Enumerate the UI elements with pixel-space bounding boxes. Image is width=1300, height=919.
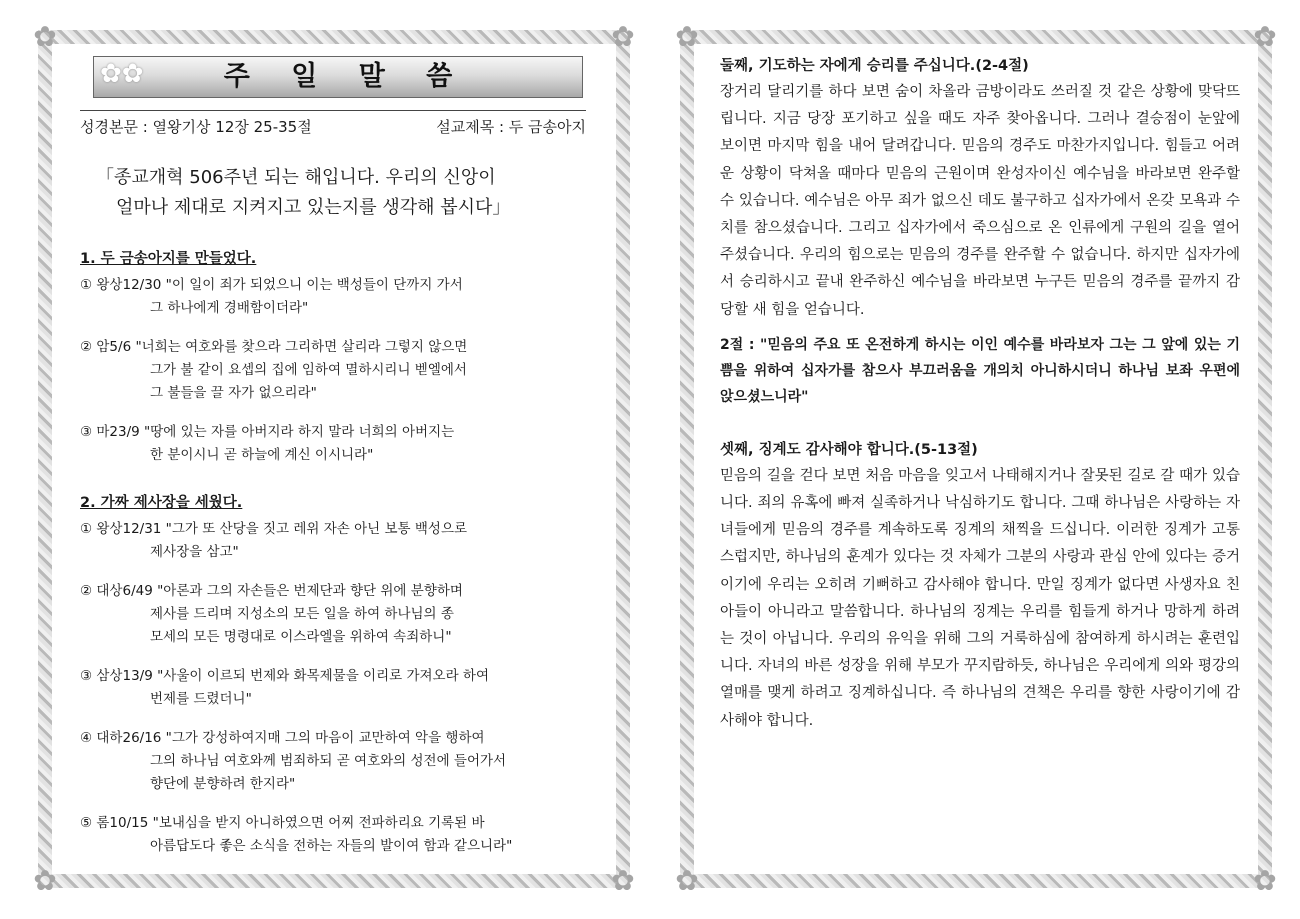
flower-ornament-icon: ✿ — [1253, 20, 1277, 53]
flower-ornament-icon: ✿ — [611, 864, 635, 897]
section2-verses — [66, 518, 602, 858]
verse-line: ② 암5/6 "너희는 여호와를 찾으라 그리하면 살리라 그렇지 않으면 — [80, 339, 468, 355]
verse-line: 향단에 분향하려 한지라" — [150, 776, 296, 792]
verse-line: ① 왕상12/30 "이 일이 죄가 되었으니 이는 백성들이 단까지 가서 — [80, 277, 463, 293]
verse-item — [80, 665, 602, 711]
verse-line: 제사를 드리며 지성소의 모든 일을 하여 하나님의 종 — [150, 606, 454, 622]
verse-line: ③ 삼상13/9 "사울이 이르되 번제와 화목제물을 이리로 가져오라 하여 — [80, 668, 489, 684]
flower-ornament-icon: ✿ — [611, 20, 635, 53]
verse-line: ② 대상6/49 "아론과 그의 자손들은 번제단과 향단 위에 분향하며 — [80, 583, 463, 599]
flower-ornament-icon: ✿ — [1253, 864, 1277, 897]
page-title: 주 일 말 씀 — [223, 61, 469, 92]
left-page — [33, 20, 635, 897]
section1-verses — [66, 274, 602, 467]
verse-item — [80, 518, 602, 564]
sermon-meta — [80, 110, 586, 137]
verse-line: 제사장을 삼고" — [150, 544, 239, 560]
title-banner — [93, 56, 583, 98]
point-heading: 셋째, 징계도 감사해야 합니다.(5-13절) — [720, 441, 978, 458]
verse-item — [80, 727, 602, 796]
verse-item — [80, 274, 602, 320]
verse-line: 그 불들을 끌 자가 없으리라" — [150, 385, 317, 401]
scripture-reference: 성경본문 : 열왕기상 12장 25-35절 — [80, 118, 312, 136]
verse-item — [80, 421, 602, 467]
verse-line: 아름답도다 좋은 소식을 전하는 자들의 발이여 함과 같으니라" — [150, 838, 513, 854]
verse-line: 그의 하나님 여호와께 범죄하되 곧 여호와의 성전에 들어가서 — [150, 753, 507, 769]
verse-line: ① 왕상12/31 "그가 또 산당을 짓고 레위 자손 아닌 보통 백성으로 — [80, 521, 468, 537]
flower-ornament-icon: ✿ — [33, 864, 57, 897]
body-paragraph: 장거리 달리기를 하다 보면 숨이 차올라 금방이라도 쓰러질 것 같은 상황에 맞닥뜨립니다. 지금 당장 포기하고 싶을 때도 자주 찾아옵니다. 그러나 결승점이 눈앞에 보이면 마지막 힘을 내어 달려갑니다. 믿음의 경주도 마찬가지입니다. 힘들고 어려운 상황이 닥쳐올 때마다 믿음의 근원이며 완성자이신 예수님을 바라보면 완주할 수 있습니다. 예수님은 아무 죄가 없으신 데도 불구하고 십자가에서 온갖 모욕과 수치를 참으셨습니다. 그리고 십자가에서 죽으심으로 온 인류에게 구원의 길을 열어 주셨습니다. 우리의 힘으로는 믿음의 경주를 완주할 수 없습니다. 하지만 십자가에서 승리하시고 끝내 완주하신 예수님을 바라보면 누구든 믿음의 경주를 끝까지 감당할 새 힘을 얻습니다. — [720, 84, 1240, 318]
verse-line: 번제를 드렸더니" — [150, 691, 252, 707]
point-heading: 둘째, 기도하는 자에게 승리를 주십니다.(2-4절) — [720, 58, 1029, 74]
daisy-icon: ✿✿ — [100, 59, 144, 89]
verse-item — [80, 812, 602, 858]
sermon-title: 설교제목 : 두 금송아지 — [436, 118, 586, 136]
verse-line: 그 하나에게 경배함이더라" — [150, 300, 309, 316]
theme-line: 「종교개혁 506주년 되는 해입니다. 우리의 신앙이 — [96, 167, 496, 188]
flower-ornament-icon: ✿ — [675, 864, 699, 897]
scripture-quote: 2절 : "믿음의 주요 또 온전하게 하시는 이인 예수를 바라보자 그는 그 앞에 있는 기쁨을 위하여 십자가를 참으사 부끄러움을 개의치 아니하시더니 하나님 보좌 우편에 앉으셨느니라" — [720, 336, 1240, 405]
verse-item — [80, 580, 602, 649]
verse-line: ④ 대하26/16 "그가 강성하여지매 그의 마음이 교만하여 악을 행하여 — [80, 730, 485, 746]
theme-line: 얼마나 제대로 지켜지고 있는지를 생각해 봅시다」 — [116, 197, 511, 218]
right-page — [675, 20, 1277, 897]
verse-line: ③ 마23/9 "땅에 있는 자를 아버지라 하지 말라 너희의 아버지는 — [80, 424, 455, 440]
flower-ornament-icon: ✿ — [675, 20, 699, 53]
body-paragraph: 믿음의 길을 걷다 보면 처음 마음을 잊고서 나태해지거나 잘못된 길로 갈 때가 있습니다. 죄의 유혹에 빠져 실족하거나 낙심하기도 합니다. 그때 하나님은 사랑하는 자녀들에게 믿음의 경주를 계속하도록 징계의 채찍을 드십니다. 이러한 징계가 고통스럽지만, 하나님의 훈계가 있다는 것 자체가 그분의 사랑과 관심 안에 있다는 증거이기에 우리는 오히려 기뻐하고 감사해야 합니다. 만일 징계가 없다면 사생자요 친아들이 아니라고 말씀합니다. 하나님의 징계는 우리를 힘들게 하거나 망하게 하려는 것이 아닙니다. 우리의 유익을 위해 그의 거룩하심에 참여하게 하시려는 훈련입니다. 자녀의 바른 성장을 위해 부모가 꾸지람하듯, 하나님은 우리에게 의와 평강의 열매를 맺게 하려고 징계하십니다. 즉 하나님의 견책은 우리를 향한 사랑이기에 감사해야 합니다. — [720, 467, 1240, 729]
sermon-theme — [96, 163, 602, 223]
verse-line: 모세의 모든 명령대로 이스라엘을 위하여 속죄하니" — [150, 629, 452, 645]
verse-line: ⑤ 롬10/15 "보내심을 받지 아니하였으면 어찌 전파하리요 기록된 바 — [80, 815, 485, 831]
verse-item — [80, 336, 602, 405]
flower-ornament-icon: ✿ — [33, 20, 57, 53]
section-heading: 2. 가짜 제사장을 세웠다. — [80, 495, 243, 511]
verse-line: 그가 불 같이 요셉의 집에 임하여 멸하시리니 벧엘에서 — [150, 362, 467, 378]
section-heading: 1. 두 금송아지를 만들었다. — [80, 251, 257, 267]
verse-line: 한 분이시니 곧 하늘에 계신 이시니라" — [150, 447, 374, 463]
